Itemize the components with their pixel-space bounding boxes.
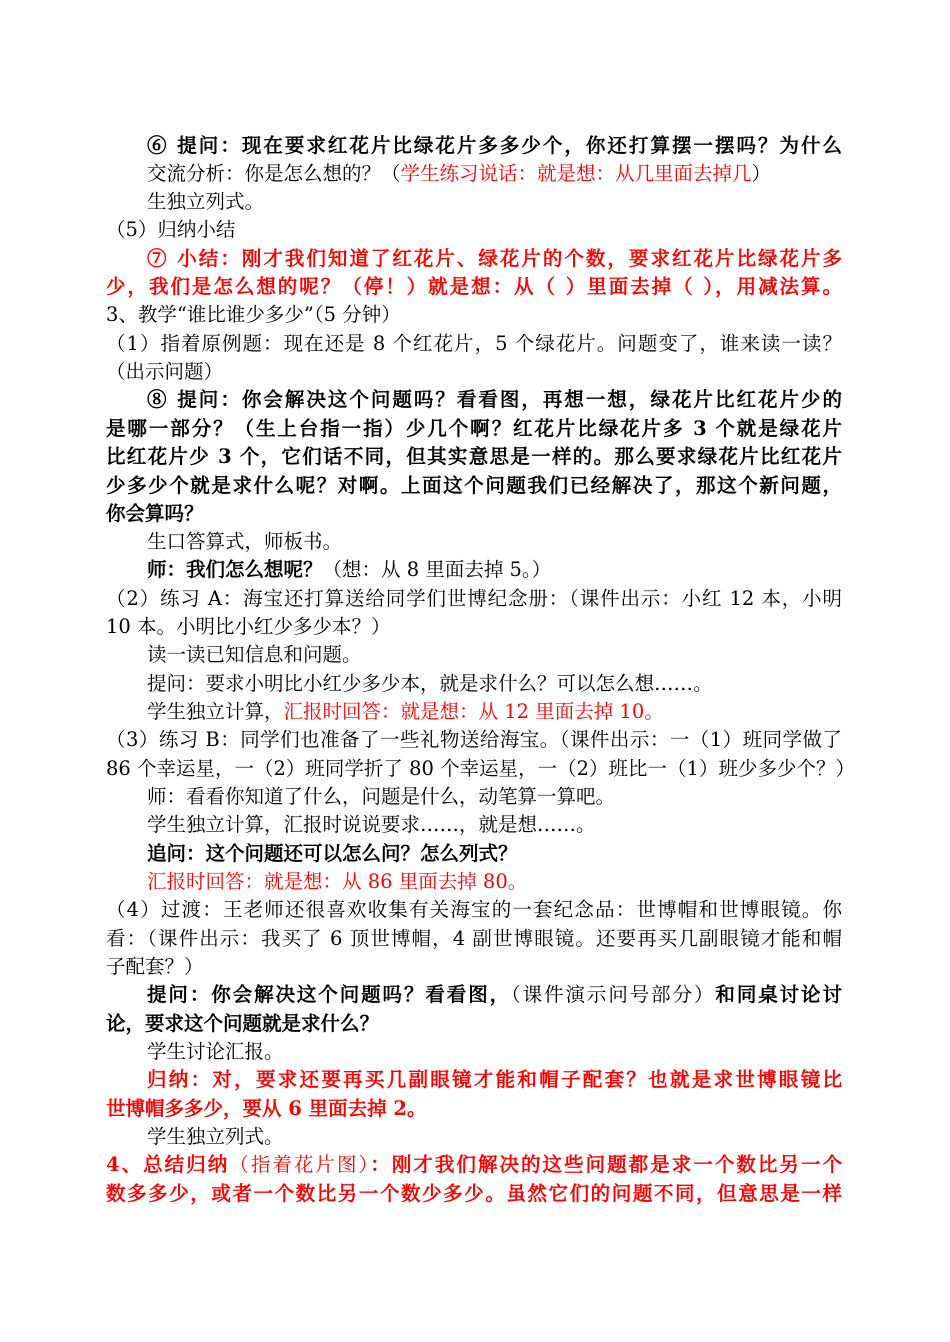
- text-line: [106, 216, 842, 244]
- text-line: [106, 953, 842, 981]
- text-segment: 数多多少，或者一个数比另一个数少多少。虽然它们的问题不同，但意思是一样: [106, 1182, 842, 1205]
- text-segment: （想：从 8 里面去掉 5。）: [322, 558, 552, 581]
- text-line: [147, 528, 842, 556]
- text-segment: （出示问题）: [106, 360, 224, 383]
- text-segment: ⑥ 提问：现在要求红花片比绿花片多多少个，你还打算摆一摆吗？为什么: [147, 134, 842, 157]
- text-segment: 交流分析：你是怎么想的？（: [147, 162, 401, 185]
- text-segment: （2）练习 A：海宝还打算送给同学们世博纪念册：（课件出示：小红 12 本，小明: [106, 587, 842, 610]
- text-line: [147, 1123, 842, 1151]
- text-segment: ）: [751, 162, 772, 185]
- text-segment: ⑧ 提问：你会解决这个问题吗？看看图，再想一想，绿花片比红花片少的: [147, 388, 842, 411]
- text-line: [106, 472, 842, 500]
- text-segment: 论，要求这个问题就是求什么？: [106, 1012, 380, 1035]
- section-heading: [106, 301, 842, 329]
- text-segment: 10 本。小明比小红少多少本？）: [106, 615, 391, 638]
- text-segment: 提问：你会解决这个问题吗？看看图，: [147, 983, 512, 1006]
- text-line: [147, 981, 842, 1009]
- text-segment: （1）指着原例题：现在还是 8 个红花片，5 个绿花片。问题变了，谁来读一读？: [106, 332, 842, 355]
- text-line: [147, 868, 842, 896]
- text-line: [106, 415, 842, 443]
- text-segment: 学生讨论汇报。: [147, 1040, 284, 1063]
- text-segment: 和同桌讨论讨: [715, 983, 842, 1006]
- text-segment: （4）过渡：王老师还很喜欢收集有关海宝的一套纪念品：世博帽和世博眼镜。你: [106, 898, 842, 921]
- text-line: [147, 160, 842, 188]
- text-segment: 汇报时回答：就是想：从 86 里面去掉 80。: [147, 870, 528, 893]
- text-segment: 提问：要求小明比小红少多少本，就是求什么？可以怎么想……。: [147, 672, 713, 695]
- text-segment: 生独立列式。: [147, 190, 265, 213]
- text-line: [147, 1066, 842, 1094]
- text-line: [147, 245, 842, 273]
- text-line: [147, 556, 842, 584]
- text-line: [147, 698, 842, 726]
- text-line: [106, 585, 842, 613]
- text-segment: 师：我们怎么想呢？: [147, 558, 323, 581]
- text-line: [106, 613, 842, 641]
- text-segment: 读一读已知信息和问题。: [147, 643, 362, 666]
- text-segment: ⑦ 小结：刚才我们知道了红花片、绿花片的个数，要求红花片比绿花片多: [147, 247, 842, 270]
- text-segment: 学生独立计算，: [147, 700, 284, 723]
- text-segment: 你会算吗？: [106, 502, 204, 525]
- text-line: [106, 273, 842, 301]
- text-line: [147, 188, 842, 216]
- text-segment: 少，我们是怎么想的呢？（停！）就是想：从（ ）里面去掉（ ），用减法算。: [106, 275, 842, 298]
- text-line: [106, 500, 842, 528]
- text-segment: 比红花片少 3 个，它们话不同，但其实意思是一样的。那么要求绿花片比红花片: [106, 445, 842, 468]
- text-line: [147, 641, 842, 669]
- text-line: [106, 726, 842, 754]
- text-line: [106, 330, 842, 358]
- text-segment: 少多少个就是求什么呢？对啊。上面这个问题我们已经解决了，那这个新问题，: [106, 474, 842, 497]
- text-segment: 追问：这个问题还可以怎么问？怎么列式？: [147, 842, 518, 865]
- text-segment: 86 个幸运星，一（2）班同学折了 80 个幸运星，一（2）班比一（1）班少多少个？）: [106, 757, 855, 780]
- text-line: [106, 925, 842, 953]
- text-segment: 4、总结归纳: [106, 1153, 230, 1176]
- text-segment: 归纳：对，要求还要再买几副眼镜才能和帽子配套？也就是求世博眼镜比: [147, 1068, 842, 1091]
- text-line: [106, 1095, 842, 1123]
- text-segment: 学生练习说话：就是想：从几里面去掉几: [400, 162, 752, 185]
- text-segment: （5）归纳小结: [106, 218, 236, 241]
- text-segment: 汇报时回答：就是想：从 12 里面去掉 10。: [283, 700, 664, 723]
- text-segment: 生口答算式，师板书。: [147, 530, 343, 553]
- text-line: [147, 840, 842, 868]
- text-line: [147, 783, 842, 811]
- text-segment: 世博帽多多少，要从 6 里面去掉 2。: [106, 1097, 427, 1120]
- text-segment: （课件演示问号部分）: [511, 983, 716, 1006]
- text-segment: ：刚才我们解决的这些问题都是求一个数比另一个: [370, 1153, 842, 1176]
- text-segment: 3、教学“谁比谁少多少”（5 分钟）: [106, 303, 401, 326]
- text-line: [106, 443, 842, 471]
- text-line: [106, 1180, 842, 1208]
- text-segment: 学生独立列式。: [147, 1125, 284, 1148]
- text-segment: 是哪一部分？（生上台指一指）少几个啊？红花片比绿花片多 3 个就是绿花片: [106, 417, 842, 440]
- text-segment: 师：看看你知道了什么，问题是什么，动笔算一算吧。: [147, 785, 616, 808]
- text-segment: 看：（课件出示：我买了 6 顶世博帽，4 副世博眼镜。还要再买几副眼镜才能和帽: [106, 927, 842, 950]
- text-line: [147, 132, 842, 160]
- text-segment: （指着花片图）: [229, 1153, 371, 1176]
- section-heading: [106, 1151, 842, 1179]
- text-segment: 学生独立计算，汇报时说说要求……，就是想……。: [147, 813, 596, 836]
- text-line: [147, 386, 842, 414]
- text-line: [147, 811, 842, 839]
- text-line: [106, 358, 842, 386]
- text-segment: （3）练习 B：同学们也准备了一些礼物送给海宝。（课件出示：一（1）班同学做了: [106, 728, 842, 751]
- text-line: [147, 1038, 842, 1066]
- text-line: [106, 1010, 842, 1038]
- text-line: [147, 670, 842, 698]
- text-line: [106, 755, 855, 783]
- text-segment: 子配套？）: [106, 955, 204, 978]
- text-line: [106, 896, 842, 924]
